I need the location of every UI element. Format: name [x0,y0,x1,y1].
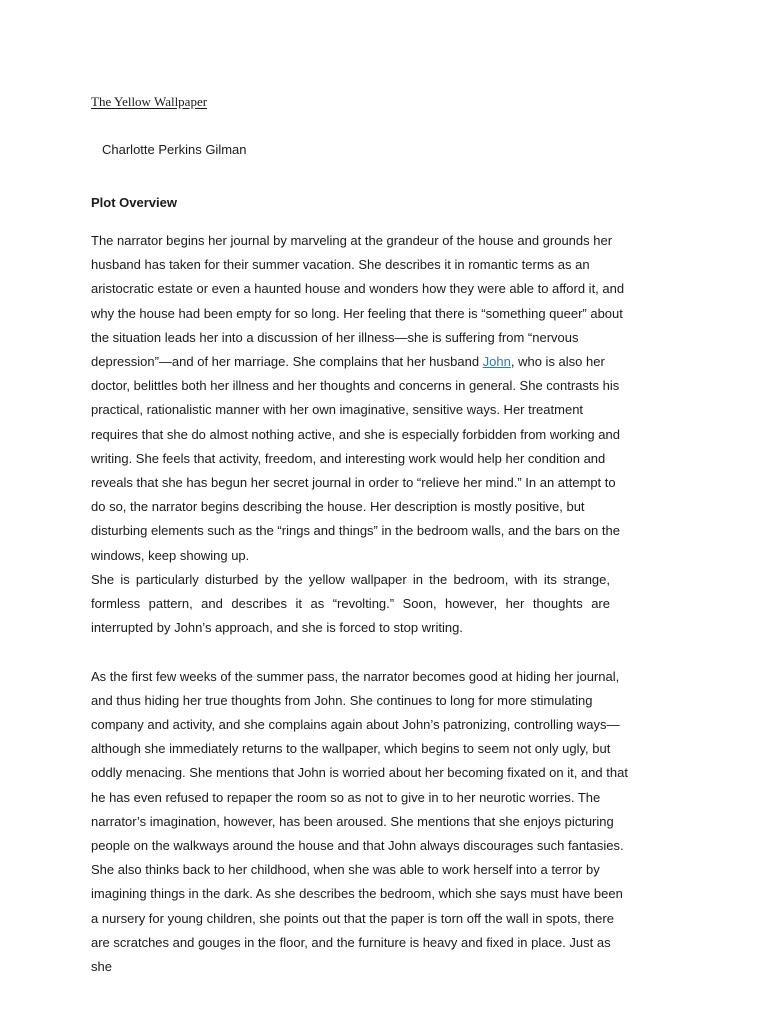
document-body [91,229,631,979]
paragraph-1 [91,229,631,568]
paragraph-spacer [91,640,631,664]
paragraph-1-text-after-link: , who is also her doctor, belittles both her illness and her thoughts and concerns in general. She contrasts his practical, rationalistic manner with her own imaginative, sensitive ways. Her treatment requires that she do almost nothing active, and she is especially forbidden from working and writing. She feels that activity, freedom, and interesting work would help her condition and reveals that she has begun her secret journal in order to “relieve her mind.” In an attempt to do so, the narrator begins describing the house. Her description is mostly positive, but disturbing elements such as the “rings and things” in the bedroom walls, and the bars on the windows, keep showing up. [91,354,620,563]
document-author: Charlotte Perkins Gilman [102,142,247,157]
paragraph-2: She is particularly disturbed by the yellow wallpaper in the bedroom, with its strange, formless pattern, and describes it as “revolting.” Soon, however, her thoughts are interrupted by John’s approach, and she is forced to stop writing. [91,571,610,636]
paragraph-1-text-before-link: The narrator begins her journal by marveling at the grandeur of the house and grounds her husband has taken for their summer vacation. She describes it in romantic terms as an aristocratic estate or even a haunted house and wonders how they were able to afford it, and why the house had been empty for so long. Her feeling that there is “something queer” about the situation leads her into a discussion of her illness—she is suffering from “nervous depression”—and of her marriage. She complains that her husband [91,233,625,370]
john-link[interactable]: John [482,354,511,370]
section-heading: Plot Overview [91,195,177,210]
document-title: The Yellow Wallpaper [91,94,208,109]
paragraph-3: As the first few weeks of the summer pass, the narrator becomes good at hiding her journal, and thus hiding her true thoughts from John. She continues to long for more stimulating company and activity, and she complains again about John’s patronizing, controlling ways—although she immediately returns to the wallpaper, which begins to seem not only ugly, but oddly menacing. She mentions that John is worried about her becoming fixated on it, and that he has even refused to repaper the room so as not to give in to her neurotic worries. The narrator’s imagination, however, has been aroused. She mentions that she enjoys picturing people on the walkways around the house and that John always discourages such fantasies. She also thinks back to her childhood, when she was able to work herself into a terror by imagining things in the dark. As she describes the bedroom, which she says must have been a nursery for young children, she points out that the paper is torn off the wall in spots, there are scratches and gouges in the floor, and the furniture is heavy and fixed in place. Just as she [91,668,628,975]
